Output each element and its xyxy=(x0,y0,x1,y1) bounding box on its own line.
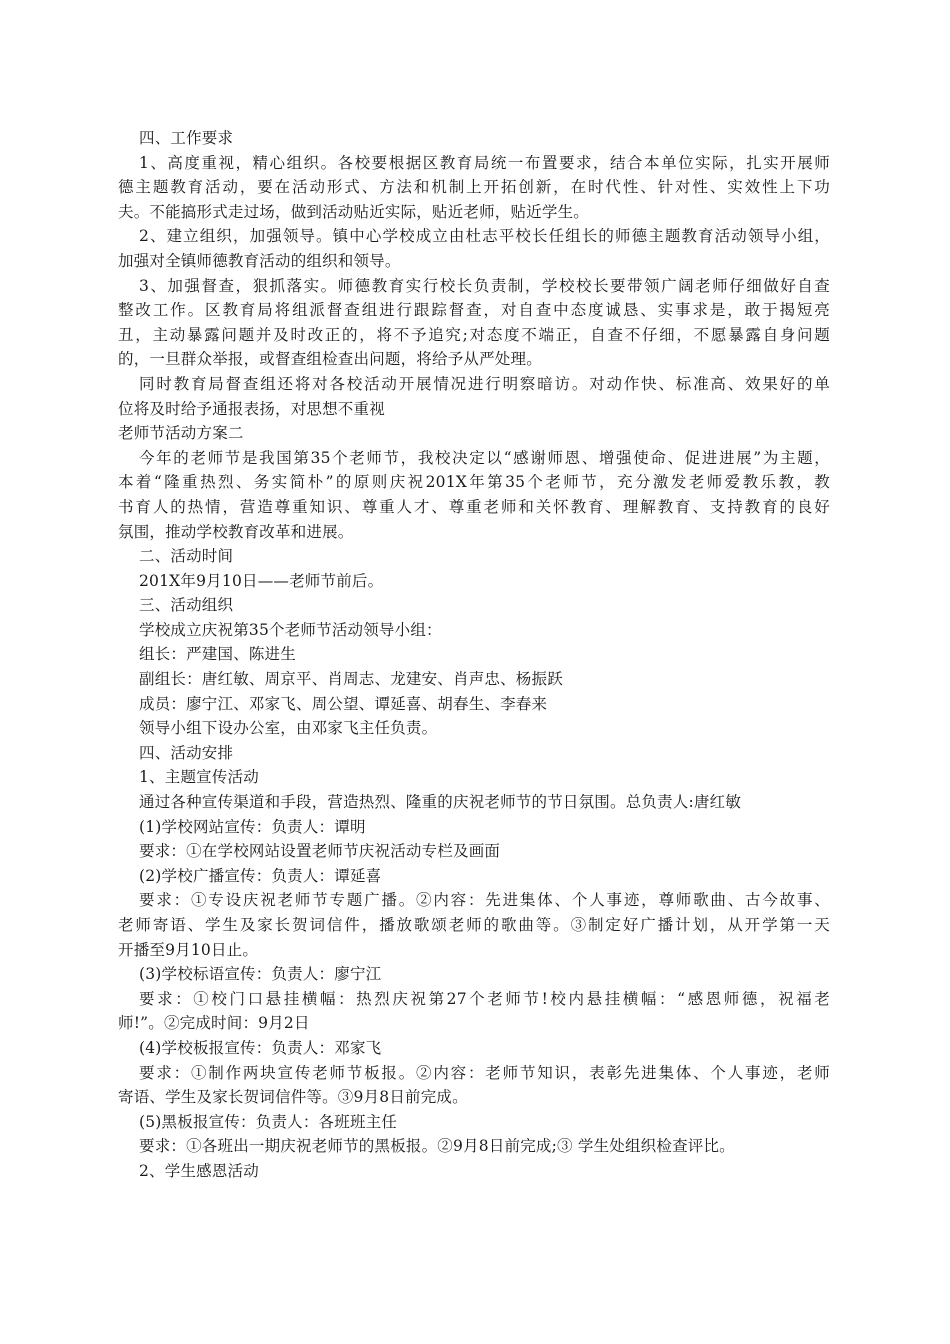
text-line: 丑，主动暴露问题并及时改正的，将不予追究;对态度不端正，自查不仔细，不愿暴露自身问题 xyxy=(118,325,830,344)
text-line: 要求：①专设庆祝老师节专题广播。②内容：先进集体、个人事迹，尊师歌曲、古今故事、 xyxy=(139,891,830,910)
text-line: 老师寄语、学生及家长贺词信件，播放歌颂老师的歌曲等。③制定好广播计划，从开学第一天 xyxy=(118,916,830,934)
text-line: 1、高度重视，精心组织。各校要根据区教育局统一布置要求，结合本单位实际，扎实开展师 xyxy=(139,153,830,172)
text-line: (5)黑板报宣传：负责人：各班班主任 xyxy=(139,1112,398,1131)
text-line: 整改工作。区教育局将组派督查组进行跟踪督查，对自查中态度诚恳、实事求是，敢于揭短亮 xyxy=(118,301,830,320)
text-line: 夫。不能搞形式走过场，做到活动贴近实际，贴近老师，贴近学生。 xyxy=(118,202,590,221)
text-line: 位将及时给予通报表扬，对思想不重视 xyxy=(118,399,385,418)
text-line: 组长：严建国、陈进生 xyxy=(139,645,297,664)
text-line: 领导小组下设办公室，由邓家飞主任负责。 xyxy=(139,719,438,738)
text-line: 要求：①在学校网站设置老师节庆祝活动专栏及画面 xyxy=(139,842,501,861)
text-line: 要求：①校门口悬挂横幅：热烈庆祝第27个老师节!校内悬挂横幅：“感恩师德，祝福老 xyxy=(139,989,830,1008)
text-line: 学校成立庆祝第35个老师节活动领导小组： xyxy=(139,620,442,639)
text-line: 要求：①各班出一期庆祝老师节的黑板报。②9月8日前完成;③ 学生处组织检查评比。 xyxy=(139,1137,735,1156)
text-line: 成员：廖宁江、邓家飞、周公望、谭延喜、胡春生、李春来 xyxy=(139,694,548,713)
text-line: 2、建立组织，加强领导。镇中心学校成立由杜志平校长任组长的师德主题教育活动领导小组， xyxy=(139,227,830,246)
text-line: 四、活动安排 xyxy=(139,743,234,762)
text-line: 副组长：唐红敏、周京平、肖周志、龙建安、肖声忠、杨振跃 xyxy=(139,670,563,689)
text-line: (4)学校板报宣传：负责人：邓家飞 xyxy=(139,1038,382,1057)
text-line: 开播至9月10日止。 xyxy=(118,940,259,959)
text-line: 1、主题宣传活动 xyxy=(139,768,259,787)
text-line: 老师节活动方案二 xyxy=(118,424,244,443)
text-line: 四、工作要求 xyxy=(139,129,234,147)
document-body xyxy=(118,126,830,1184)
text-line: 的，一旦群众举报，或督查组检查出问题，将给予从严处理。 xyxy=(118,350,542,369)
text-line: 通过各种宣传渠道和手段，营造热烈、隆重的庆祝老师节的节日氛围。总负责人:唐红敏 xyxy=(139,793,742,812)
text-line: 3、加强督查，狠抓落实。师德教育实行校长负责制，学校校长要带领广阔老师仔细做好自查 xyxy=(139,276,830,295)
text-line: 书育人的热情，营造尊重知识、尊重人才、尊重老师和关怀教育、理解教育、支持教育的良好 xyxy=(118,497,830,516)
text-line: 寄语、学生及家长贺词信件等。③9月8日前完成。 xyxy=(118,1088,468,1107)
text-line: 氛围，推动学校教育改革和进展。 xyxy=(118,522,354,541)
text-line: (1)学校网站宣传：负责人：谭明 xyxy=(139,817,366,836)
text-line: 二、活动时间 xyxy=(139,547,234,566)
text-line: 要求：①制作两块宣传老师节板报。②内容：老师节知识，表彰先进集体、个人事迹，老师 xyxy=(139,1063,830,1082)
text-line: 加强对全镇师德教育活动的组织和领导。 xyxy=(118,251,401,270)
text-line: 德主题教育活动，要在活动形式、方法和机制上开拓创新，在时代性、针对性、实效性上下功 xyxy=(118,178,830,197)
text-line: 三、活动组织 xyxy=(139,596,234,615)
text-line: (3)学校标语宣传：负责人：廖宁江 xyxy=(139,965,382,984)
text-line: 同时教育局督查组还将对各校活动开展情况进行明察暗访。对动作快、标准高、效果好的单 xyxy=(139,374,830,393)
text-line: 2、学生感恩活动 xyxy=(139,1161,259,1180)
text-line: 本着“隆重热烈、务实简朴”的原则庆祝201X年第35个老师节，充分激发老师爱教乐教，教 xyxy=(118,473,830,492)
text-line: (2)学校广播宣传：负责人：谭延喜 xyxy=(139,866,382,885)
text-line: 201X年9月10日——老师节前后。 xyxy=(139,571,384,590)
text-line: 师!”。②完成时间：9月2日 xyxy=(118,1014,310,1033)
text-line: 今年的老师节是我国第35个老师节，我校决定以“感谢师恩、增强使命、促进进展”为主题， xyxy=(139,448,830,467)
